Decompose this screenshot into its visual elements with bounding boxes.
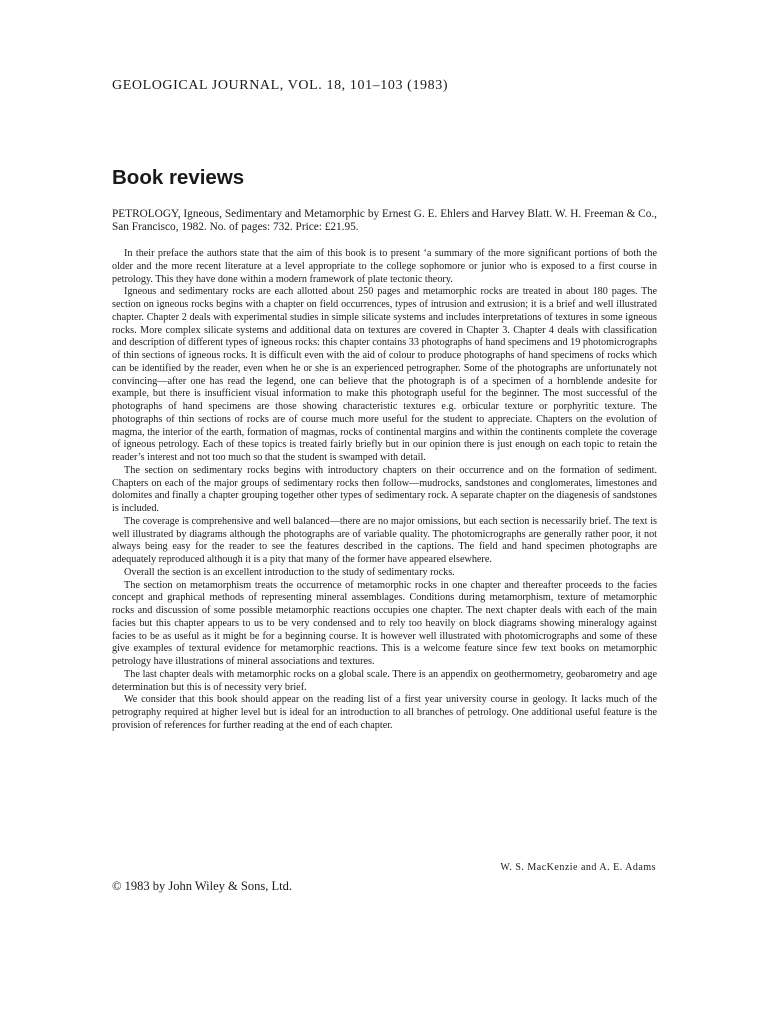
review-paragraph: The section on metamorphism treats the occurrence of metamorphic rocks in one chapter and thereafter proceeds to the facies concept and graphical methods of representing mineral assemblages. Conditions during metamorphism, texture of metamorphic rocks and discussion of some possible metamorphic reactions occupies one chapter. The next chapter deals with each of the main facies but this chapter appears to us to be very condensed and to rely too heavily on block diagrams showing mineralogy against facies to be as useful as it might be for a beginning course. It is however well illustrated with photomicrographs and some of these give examples of textural evidence for metamorphic reactions. This is a welcome feature since few text books on metamorphic petrology have illustrations of mineral associations and textures.: [112, 579, 657, 667]
journal-header: GEOLOGICAL JOURNAL, VOL. 18, 101–103 (1983): [112, 78, 449, 93]
reviewer-signature: W. S. MacKenzie and A. E. Adams: [500, 862, 656, 873]
review-paragraph: The last chapter deals with metamorphic rocks on a global scale. There is an appendix on geothermometry, geobarometry and age determination but this is of necessity very brief.: [112, 668, 657, 693]
review-paragraph: In their preface the authors state that the aim of this book is to present ‘a summary of the more significant portions of both the older and the more recent literature at a level appropriate to the college sophomore or junior who is exposed to a first course in petrology. This they have done within a modern framework of plate tectonic theory.: [112, 248, 657, 285]
section-title: Book reviews: [112, 166, 245, 189]
review-paragraph: The section on sedimentary rocks begins with introductory chapters on their occurrence and on the formation of sediment. Chapters on each of the major groups of sedimentary rocks then follow—mudrocks, sandstones and conglomerates, limestones and dolomites and finally a chapter grouping together other types of sedimentary rock. A separate chapter on the diagenesis of sandstones is included.: [112, 464, 657, 514]
copyright-notice: © 1983 by John Wiley & Sons, Ltd.: [112, 879, 292, 893]
review-paragraph: The coverage is comprehensive and well balanced—there are no major omissions, but each section is necessarily brief. The text is well illustrated by diagrams although the photographs are of variable quality. The photomicrographs are generally rather poor, it not always being easy for the reader to see the features described in the captions. The field and hand specimen photographs are adequately reproduced although it is a pity that many of the former have appeared elsewhere.: [112, 515, 657, 565]
review-paragraph: We consider that this book should appear on the reading list of a first year university course in geology. It lacks much of the petrography required at higher level but is ideal for an introduction to all branches of petrology. One additional useful feature is the provision of references for further reading at the end of each chapter.: [112, 694, 657, 731]
book-citation: PETROLOGY, Igneous, Sedimentary and Metamorphic by Ernest G. E. Ehlers and Harvey Blatt. W. H. Freeman & Co., San Francisco, 1982. No. of pages: 732. Price: £21.95.: [112, 208, 657, 234]
review-body: [112, 248, 657, 733]
review-paragraph: Igneous and sedimentary rocks are each allotted about 250 pages and metamorphic rocks are treated in about 180 pages. The section on igneous rocks begins with a chapter on field occurrences, types of intrusion and extrusion; it is a brief and well illustrated chapter. Chapter 2 deals with experimental studies in simple silicate systems and includes interpretations of textures in some igneous rocks. More complex silicate systems and additional data on textures are covered in Chapter 3. Chapter 4 deals with classification and description of different types of igneous rocks: this chapter contains 33 photographs of hand specimens and 19 photomicrographs of thin sections of igneous rocks. It is difficult even with the aid of colour to produce photographs of hand specimens of rocks which can be identified by the reader, even when he or she is an experienced petrographer. Some of the photographs are unfortunately not convincing—after one has read the legend, one can believe that the photograph is of a specimen of a hornblende andesite for example, but there is insufficient visual information to make this photograph useful for the beginner. The most successful of the photographs of hand specimens are those showing characteristic textures e.g. orbicular texture or porphyritic texture. The photographs of thin sections of rocks are of course much more useful for the student to appreciate. Chapters on the evolution of magma, the interior of the earth, formation of magmas, rocks of continental margins and within the continents complete the coverage of igneous petrology. Each of these topics is treated fairly briefly but in our opinion there is just enough on each topic to retain the reader’s interest and not too much so that the student is swamped with detail.: [112, 286, 657, 463]
review-paragraph: Overall the section is an excellent introduction to the study of sedimentary rocks.: [124, 566, 455, 578]
